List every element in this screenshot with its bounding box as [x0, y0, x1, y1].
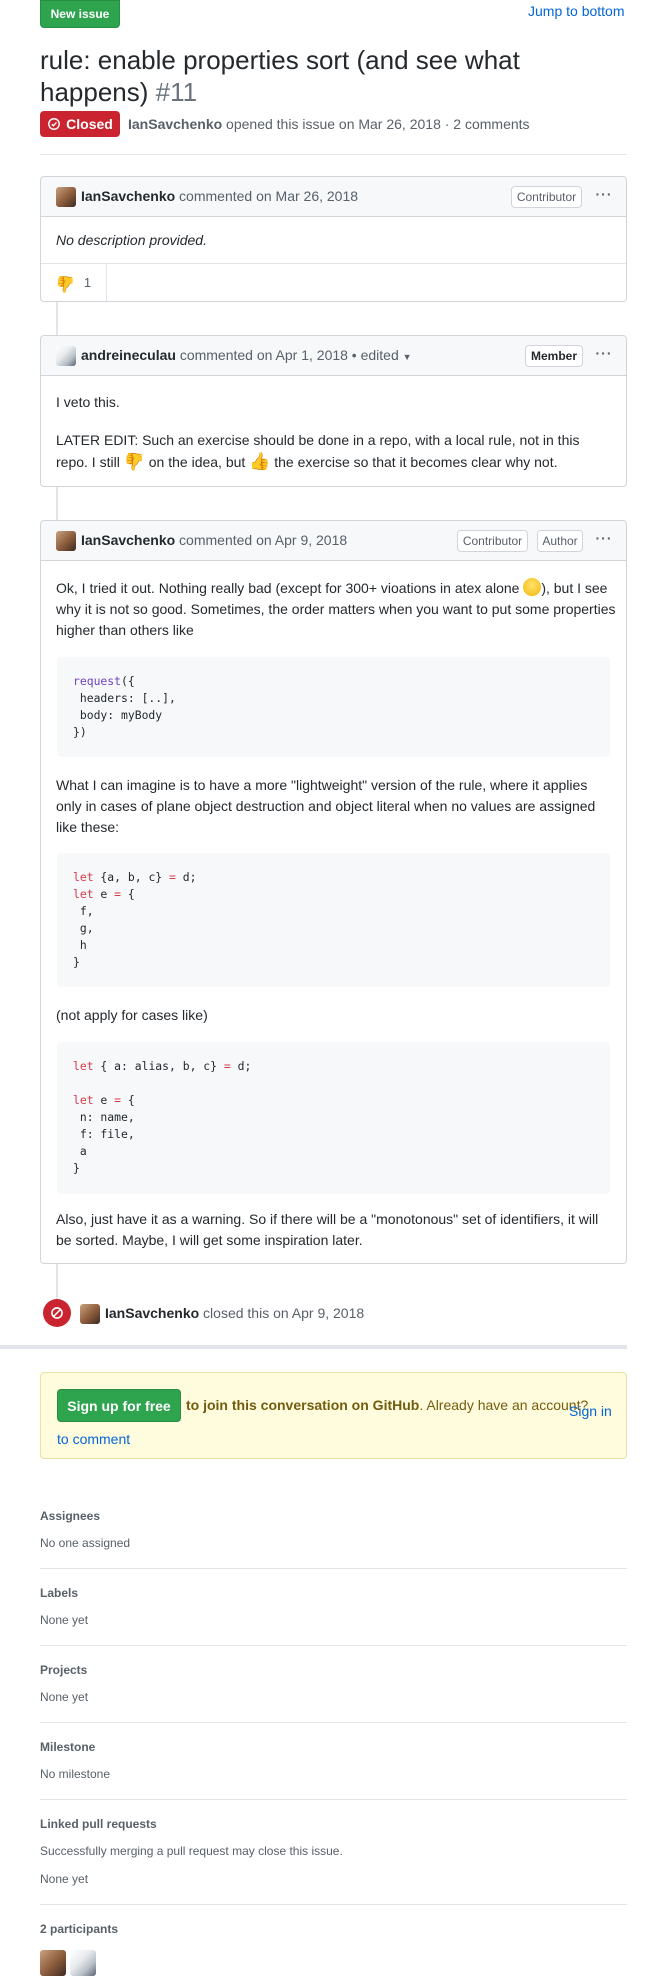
closed-event: [40, 1297, 627, 1329]
issue-meta: [128, 114, 530, 134]
issue-closed-icon: [47, 117, 61, 131]
more-options-icon[interactable]: ···: [595, 186, 613, 202]
issue-title: [40, 44, 600, 108]
issue-author-link[interactable]: IanSavchenko: [128, 116, 223, 132]
comment-text: LATER EDIT: Such an exercise should be done in a repo, with a local rule, not in this repo. I still: [56, 432, 580, 470]
thumbs-down-icon: 👍: [123, 452, 145, 471]
event-text: closed this on Apr 9, 2018: [203, 1305, 365, 1321]
badge-label: Contributor: [462, 534, 523, 548]
badge-label: Author: [542, 534, 578, 548]
issue-number: #11: [155, 77, 198, 107]
signup-text-rest: . Already have an account?: [419, 1397, 589, 1413]
badge-label: Contributor: [516, 190, 577, 204]
comment-2: [40, 335, 627, 487]
chevron-down-icon[interactable]: ▼: [402, 352, 412, 362]
comment-author-link[interactable]: IanSavchenko: [81, 188, 176, 204]
assignees-heading[interactable]: Assignees: [40, 1509, 101, 1523]
comment-author-link[interactable]: IanSavchenko: [81, 532, 176, 548]
signup-text-strong: to join this conversation on GitHub: [186, 1397, 420, 1413]
reaction-thumbs-down[interactable]: [41, 264, 107, 301]
badge-label: Member: [530, 349, 577, 363]
participant-avatar[interactable]: [70, 1950, 96, 1976]
comment-paragraph: [56, 430, 611, 473]
comment-timestamp[interactable]: commented on Apr 9, 2018: [179, 532, 348, 548]
code-block: request({ headers: [..], body: myBody }): [57, 657, 610, 757]
avatar[interactable]: [56, 531, 76, 551]
author-badge: [537, 530, 583, 552]
issue-title-text: rule: enable properties sort (and see what happens): [40, 45, 520, 107]
comment-byline: [81, 532, 347, 548]
labels-value: None yet: [40, 1613, 89, 1627]
discussion-divider: [0, 1345, 627, 1349]
comment-text: ), but I see why it is not so good. Sometimes, the order matters when you want to put some properties higher than others like: [56, 580, 616, 638]
new-issue-button[interactable]: [40, 0, 120, 28]
more-options-icon[interactable]: ···: [595, 530, 613, 546]
event-author-link[interactable]: IanSavchenko: [105, 1305, 200, 1321]
labels-heading[interactable]: Labels: [40, 1586, 79, 1600]
comment-header: [41, 336, 626, 376]
comment-header: [41, 177, 626, 217]
linked-prs-heading[interactable]: Linked pull requests: [40, 1817, 157, 1831]
avatar[interactable]: [56, 346, 76, 366]
reaction-count: 1: [83, 275, 92, 290]
comment-text: on the idea, but: [148, 454, 246, 470]
comment-body: No description provided.: [56, 232, 207, 248]
participant-avatar[interactable]: [40, 1950, 66, 1976]
assignees-value: No one assigned: [40, 1536, 131, 1550]
sidebar-divider: [40, 1645, 627, 1646]
new-issue-label: New issue: [50, 7, 110, 21]
comment-1: [40, 176, 627, 302]
contributor-badge: [457, 530, 528, 552]
signin-link-label[interactable]: Sign in to comment: [57, 1403, 612, 1447]
contributor-badge: [511, 186, 582, 208]
avatar[interactable]: [56, 187, 76, 207]
linked-prs-note: Successfully merging a pull request may close this issue.: [40, 1844, 343, 1858]
reactions-divider: [41, 263, 626, 264]
signin-link[interactable]: [57, 1397, 617, 1453]
jump-to-bottom-link[interactable]: Jump to bottom: [528, 3, 625, 19]
circle-slash-icon: [50, 1306, 64, 1320]
milestone-value: No milestone: [40, 1767, 111, 1781]
comment-paragraph: What I can imagine is to have a more "lightweight" version of the rule, where it applies only in cases of plane object destruction and object literal when no values are assigned like these:: [56, 777, 596, 835]
sidebar-divider: [40, 1904, 627, 1905]
comment-text: Ok, I tried it out. Nothing really bad (except for 300+ vioations in atex alone: [56, 580, 520, 596]
comment-paragraph: (not apply for cases like): [56, 1007, 208, 1023]
projects-heading[interactable]: Projects: [40, 1663, 88, 1677]
comment-paragraph: I veto this.: [56, 394, 120, 410]
comment-paragraph: Also, just have it as a warning. So if there will be a "monotonous" set of identifiers, it will be sorted. Maybe, I will get some inspiration later.: [56, 1211, 599, 1248]
participants-heading: 2 participants: [40, 1922, 119, 1936]
comment-3: [40, 520, 627, 1264]
projects-value: None yet: [40, 1690, 89, 1704]
more-options-icon[interactable]: ···: [595, 345, 613, 361]
comment-header: [41, 521, 626, 561]
comment-author-link[interactable]: andreineculau: [81, 347, 176, 363]
avatar[interactable]: [80, 1304, 100, 1324]
thumbs-down-icon: 👍: [55, 274, 76, 292]
linked-prs-value: None yet: [40, 1872, 89, 1886]
smile-emoji-icon: [523, 578, 541, 596]
code-block: let { a: alias, b, c} = d; let e = { n: name, f: file, a }: [57, 1042, 610, 1194]
header-divider: [40, 154, 627, 155]
code-block: let {a, b, c} = d; let e = { f, g, h }: [57, 853, 610, 987]
thumbs-up-icon: 👍: [249, 452, 271, 471]
milestone-heading[interactable]: Milestone: [40, 1740, 96, 1754]
member-badge: [525, 345, 583, 367]
sidebar-divider: [40, 1568, 627, 1569]
comment-text: the exercise so that it becomes clear why not.: [274, 454, 558, 470]
comment-timestamp[interactable]: commented on Mar 26, 2018: [179, 188, 359, 204]
issue-meta-text: opened this issue on Mar 26, 2018 · 2 comments: [226, 116, 530, 132]
status-text: Closed: [66, 116, 113, 132]
sidebar-divider: [40, 1799, 627, 1800]
comment-byline: [81, 347, 412, 363]
signup-box: [40, 1372, 627, 1459]
comment-timestamp[interactable]: commented on Apr 1, 2018 • edited: [179, 347, 399, 363]
comment-paragraph: [56, 578, 616, 641]
signup-button-label: Sign up for free: [67, 1397, 171, 1414]
closed-event-text: [105, 1305, 364, 1321]
comment-byline: [81, 188, 358, 204]
status-badge: [40, 111, 120, 137]
closed-event-icon: [43, 1299, 71, 1327]
sidebar-divider: [40, 1722, 627, 1723]
